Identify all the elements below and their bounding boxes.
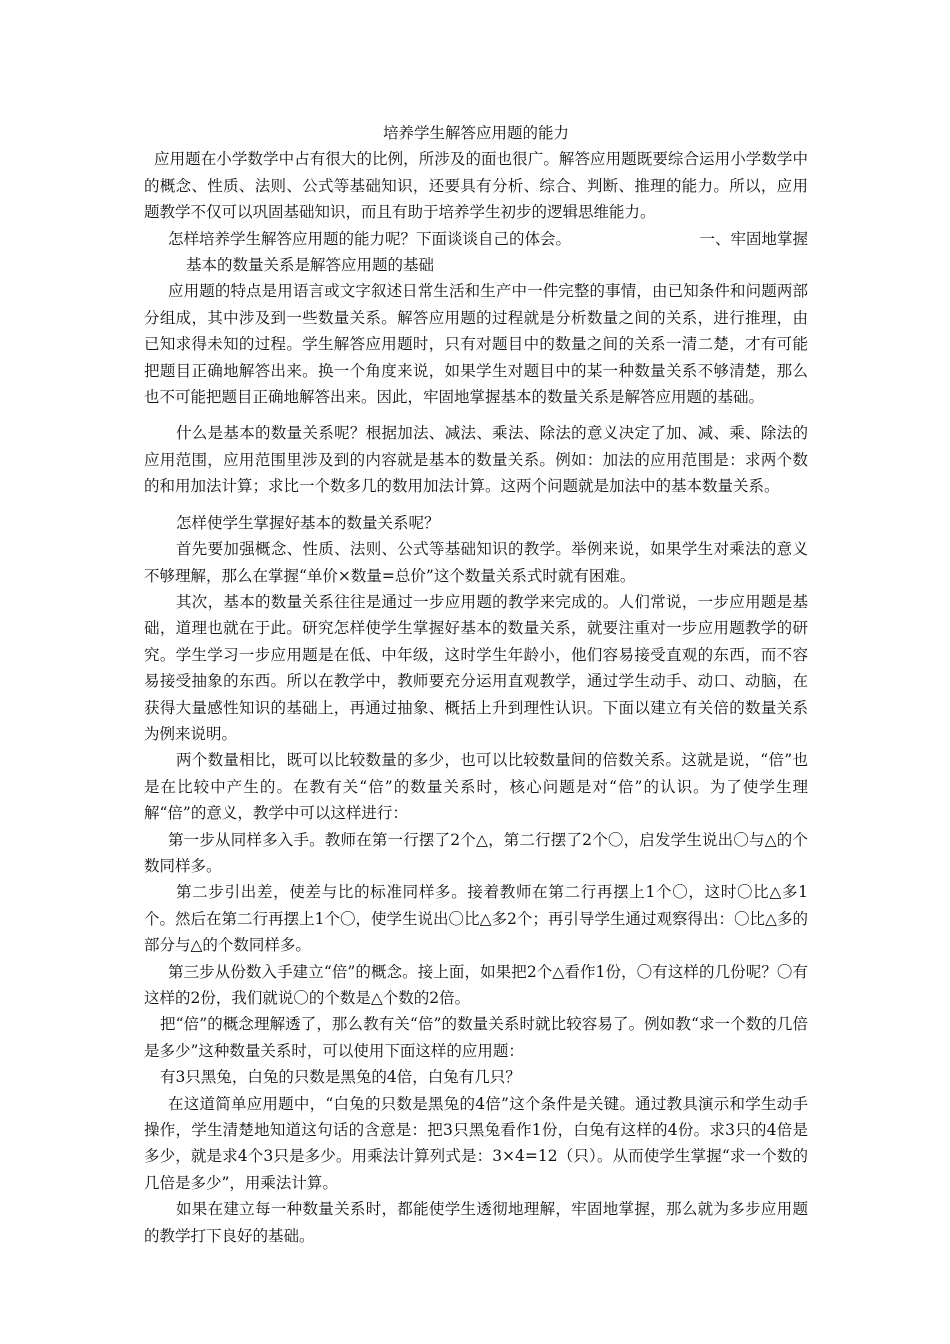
paragraph: 在这道简单应用题中，“白兔的只数是黑兔的4倍”这个条件是关键。通过教具演示和学生动手操作，学生清楚地知道这句话的含意是：把3只黑兔看作1份，白兔有这样的4份。求3只的4倍是多少，就是求4个3只是多少。用乘法计算列式是：3×4=12（只）。从而使学生掌握“求一个数的几倍是多少”，用乘法计算。 [144,1094,808,1192]
document-title: 培养学生解答应用题的能力 [382,124,569,142]
paragraph: 如果在建立每一种数量关系时，都能使学生透彻地理解，牢固地掌握，那么就为多步应用题的教学打下良好的基础。 [144,1200,808,1245]
question-line [144,226,808,252]
paragraph: 两个数量相比，既可以比较数量的多少，也可以比较数量间的倍数关系。这就是说，“倍”也是在比较中产生的。在教有关“倍”的数量关系时，核心问题是对“倍”的认识。为了使学生理解“倍”的意义，教学中可以这样进行： [144,751,808,823]
paragraph: 应用题的特点是用语言或文字叙述日常生活和生产中一件完整的事情，由已知条件和问题两部分组成，其中涉及到一些数量关系。解答应用题的过程就是分析数量之间的关系，进行推理，由已知求得未知的过程。学生解答应用题时，只有对题目中的数量之间的关系一清二楚，才有可能把题目正确地解答出来。换一个角度来说，如果学生对题目中的某一种数量关系不够清楚，那么也不可能把题目正确地解答出来。因此，牢固地掌握基本的数量关系是解答应用题的基础。 [144,282,808,407]
paragraph: 第一步从同样多入手。教师在第一行摆了2个△，第二行摆了2个〇，启发学生说出〇与△的个数同样多。 [144,830,808,875]
intro-paragraph: 应用题在小学数学中占有很大的比例，所涉及的面也很广。解答应用题既要综合运用小学数学中的概念、性质、法则、公式等基础知识，还要具有分析、综合、判断、推理的能力。所以，应用题教学不仅可以巩固基础知识，而且有助于培养学生初步的逻辑思维能力。 [144,150,808,222]
paragraph: 有3只黑兔，白兔的只数是黑兔的4倍，白兔有几只？ [160,1068,521,1087]
section1-heading-start: 一、牢固地掌握 [699,229,808,248]
paragraph: 第二步引出差，使差与比的标准同样多。接着教师在第二行再摆上1个〇，这时〇比△多1个。然后在第二行再摆上1个〇，使学生说出〇比△多2个；再引导学生通过观察得出：〇比△多的部分与△的个数同样多。 [144,883,808,955]
paragraph: 其次，基本的数量关系往往是通过一步应用题的教学来完成的。人们常说，一步应用题是基础，道理也就在于此。研究怎样使学生掌握好基本的数量关系，就要注重对一步应用题教学的研究。学生学习一步应用题是在低、中年级，这时学生年龄小，他们容易接受直观的东西，而不容易接受抽象的东西。所以在教学中，教师要充分运用直观教学，通过学生动手、动口、动脑，在获得大量感性知识的基础上，再通过抽象、概括上升到理性认识。下面以建立有关倍的数量关系为例来说明。 [144,592,808,743]
paragraph: 怎样使学生掌握好基本的数量关系呢？ [176,513,440,532]
paragraph: 首先要加强概念、性质、法则、公式等基础知识的教学。举例来说，如果学生对乘法的意义不够理解，那么在掌握“单价×数量=总价”这个数量关系式时就有困难。 [144,540,808,585]
paragraph: 什么是基本的数量关系呢？根据加法、减法、乘法、除法的意义决定了加、减、乘、除法的应用范围，应用范围里涉及到的内容就是基本的数量关系。例如：加法的应用范围是：求两个数的和用加法计算；求比一个数多几的数用加法计算。这两个问题就是加法中的基本数量关系。 [144,424,808,496]
question-text: 怎样培养学生解答应用题的能力呢？下面谈谈自己的体会。 [168,229,572,248]
paragraph: 把“倍”的概念理解透了，那么教有关“倍”的数量关系时就比较容易了。例如教“求一个数的几倍是多少”这种数量关系时，可以使用下面这样的应用题： [144,1015,808,1060]
section1-heading-end: 基本的数量关系是解答应用题的基础 [186,256,435,275]
document-page [144,120,808,1249]
paragraph: 第三步从份数入手建立“倍”的概念。接上面，如果把2个△看作1份，〇有这样的几份呢？〇有这样的2份，我们就说〇的个数是△个数的2倍。 [144,962,808,1007]
